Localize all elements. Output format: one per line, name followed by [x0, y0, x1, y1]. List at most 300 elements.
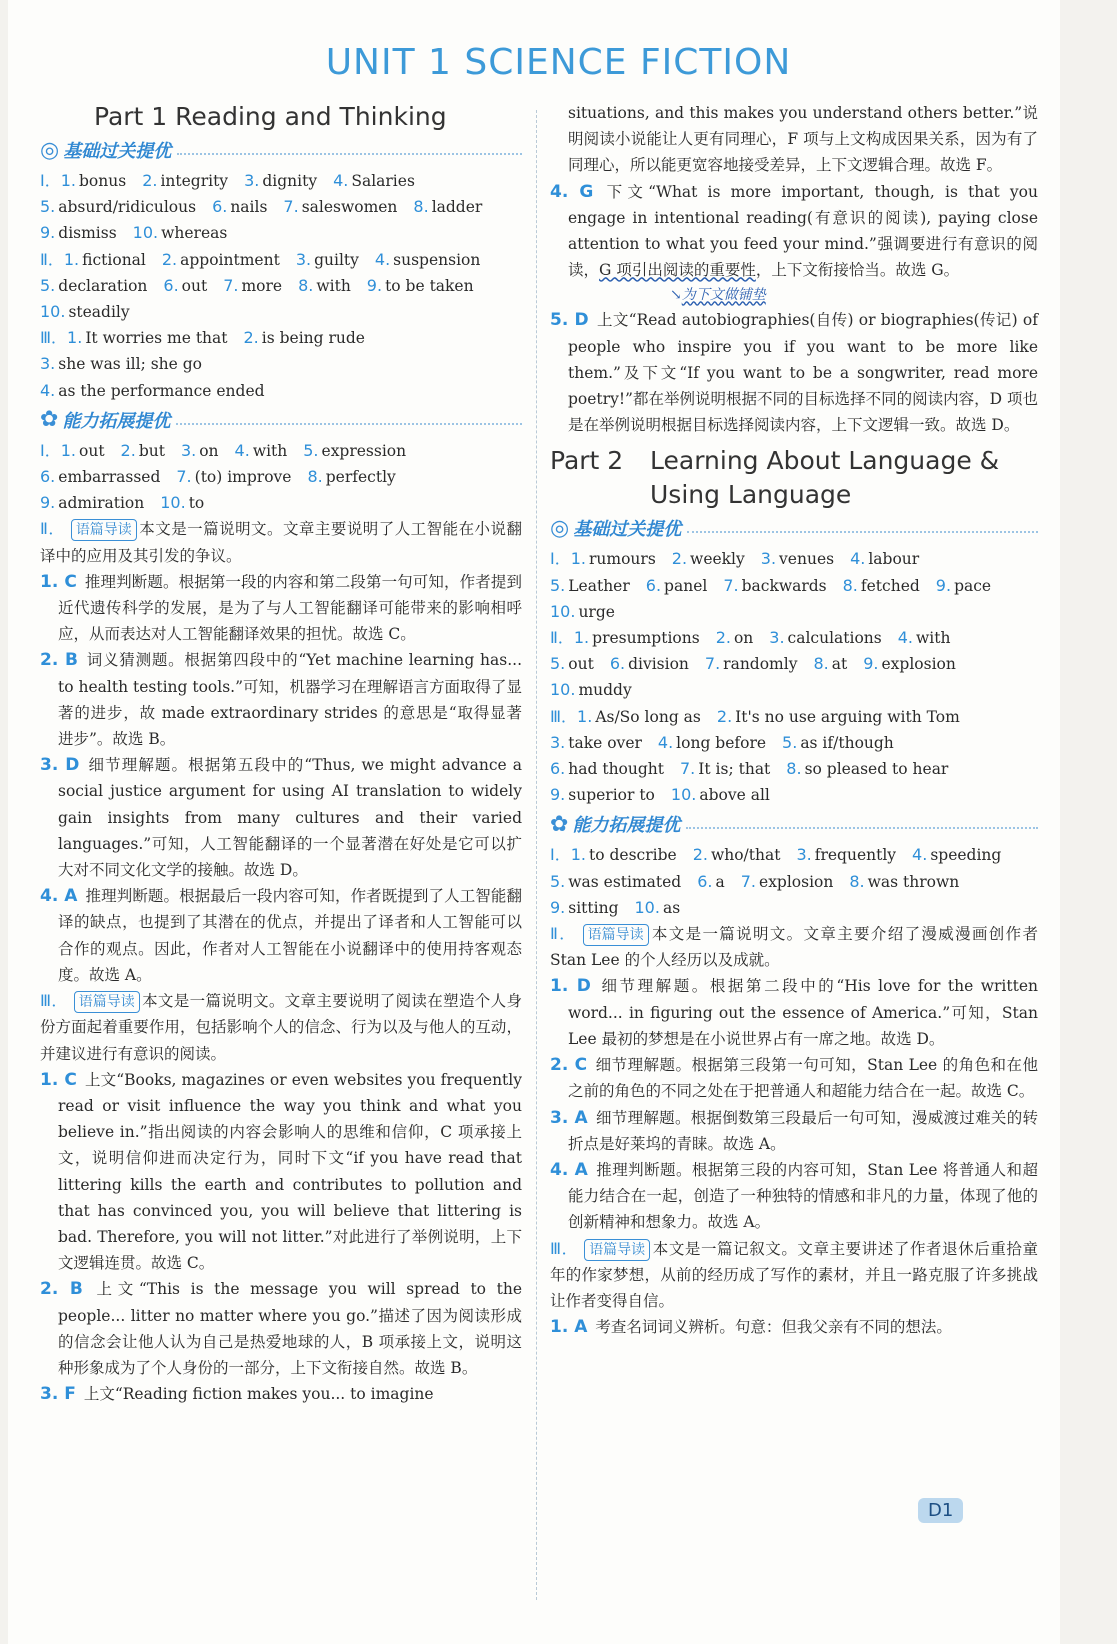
answer-item [671, 786, 770, 804]
answer-item [849, 873, 959, 891]
answer-item [40, 224, 117, 242]
answer-text: saleswomen [301, 198, 398, 217]
answer-line [40, 247, 522, 273]
explanation-text: 上文“Reading fiction makes you... to imagine [83, 1385, 434, 1404]
answer-number: 5. [550, 871, 566, 891]
answer-text: Leather [568, 576, 630, 595]
answer-number: 9. [935, 575, 952, 595]
answer-number: 9. [366, 275, 383, 295]
answer-item [672, 550, 745, 568]
explanation-text: 推理判断题。根据最后一段内容可知，作者既提到了人工智能翻译的缺点，也提到了其潜在的优点，并提出了译者和人工智能可以合作的观点。因此，作者对人工智能在小说翻译中的使用持客观态度。故选 A。 [58, 887, 522, 984]
answer-number: 4. [374, 249, 391, 269]
answer-number: Ⅰ．1. [40, 171, 76, 190]
gear-icon: ✿ [40, 407, 59, 433]
answer-text: so pleased to hear [804, 760, 949, 779]
answer-text: frequently [814, 846, 897, 865]
section-label: 基础过关提优 [573, 519, 682, 541]
explanation-text: 上文“This is the message you will spread to the people... litter no matter where you go.”描述了因为阅读形成的信念会让他人认为自己是热爱地球的人，B 项承接上文，说明这种形象成为了个人身份的一部分，上下文衔接自然。故选 B。 [58, 1280, 522, 1377]
answer-number: 9. [550, 897, 566, 917]
answer-number: 5. [40, 197, 56, 217]
answer-line [40, 299, 522, 325]
answer-text: ladder [431, 198, 483, 217]
answer-number: 8. [842, 575, 858, 595]
answer-item [367, 277, 474, 295]
answer-item [413, 198, 482, 216]
handwritten-note: ↘为下文做铺垫 [670, 287, 766, 304]
answer-item [550, 550, 656, 568]
answer-line [40, 168, 522, 194]
answer-line [550, 730, 1038, 756]
guide-tag: 语篇导读 [584, 1239, 650, 1261]
answer-text: dismiss [58, 224, 117, 243]
answer-text: as if/though [800, 733, 894, 752]
swirl-icon: ◎ [40, 137, 60, 163]
answer-text: explosion [881, 655, 956, 674]
answer-line [40, 351, 522, 377]
answer-item [786, 760, 948, 778]
answer-text: take over [568, 733, 642, 752]
answer-text: to describe [589, 846, 677, 865]
answer-number: Ⅲ．1. [40, 328, 83, 348]
answer-line [40, 464, 522, 490]
answer-item [176, 468, 291, 486]
answer-number: 8. [307, 467, 323, 487]
answer-item [550, 760, 664, 778]
answer-number: Ⅲ．1. [550, 706, 593, 726]
answer-item [610, 655, 689, 673]
explanation-item [40, 752, 522, 883]
answer-number: 10. [550, 601, 576, 621]
answer-text: fictional [82, 250, 146, 269]
answer-text: venues [779, 550, 835, 569]
answer-item [693, 846, 781, 864]
answer-number: 6. [212, 197, 228, 217]
answer-number: Ⅰ．1. [550, 845, 586, 865]
part2-heading: Part 2 Learning About Language & Using Language [550, 446, 1000, 510]
explanation-text: 推理判断题。根据第三段的内容可知，Stan Lee 将普通人和超能力结合在一起，创造了一种独特的情感和非凡的力量，体现了他的创新精神和想象力。故选 A。 [568, 1160, 1038, 1232]
answer-number: 4. [897, 628, 914, 648]
answer-text: It's no use arguing with Tom [735, 707, 960, 726]
answer-line [550, 704, 1038, 730]
explanation-text: 推理判断题。根据第一段的内容和第二段第一句可知，作者提到近代遗传科学的发展，是为了与人工智能翻译可能带来的影响相呼应，从而表达对人工智能翻译效果的担忧。故选 C。 [58, 572, 522, 644]
answer-number: 2. [120, 440, 136, 460]
answer-text: perfectly [325, 468, 396, 487]
answer-number: 3. [760, 549, 777, 569]
answer-text: was estimated [568, 872, 682, 891]
answer-item [697, 873, 725, 891]
answer-item [163, 277, 207, 295]
column-divider [536, 110, 537, 1600]
answer-item [635, 899, 681, 917]
answer-number: 9. [40, 223, 56, 243]
answer-number: 10. [132, 223, 159, 243]
answer-line [550, 677, 1038, 703]
answer-item [40, 277, 147, 295]
answer-text: to [188, 494, 205, 513]
answer-text: muddy [578, 681, 632, 700]
answer-text: on [733, 629, 754, 648]
answer-list [550, 546, 1038, 808]
answer-number: 9. [863, 654, 879, 674]
answer-line [40, 325, 522, 351]
answer-item [550, 873, 681, 891]
answer-text: whereas [161, 224, 228, 243]
answer-text: backwards [741, 576, 827, 595]
section-basic [550, 514, 1038, 542]
explanation-list [550, 973, 1038, 1235]
answer-text: long before [676, 733, 767, 752]
answer-text: superior to [568, 786, 655, 805]
answer-text: out [568, 655, 594, 674]
answer-line [40, 220, 522, 246]
dotted-rule [686, 819, 1038, 829]
answer-item [121, 442, 165, 460]
answer-number: 2. [161, 249, 178, 269]
answer-item [912, 846, 1001, 864]
answer-text: labour [868, 550, 920, 569]
answer-number: 8. [413, 197, 429, 217]
answer-text: at [831, 655, 848, 674]
answer-text: is being rude [261, 329, 365, 348]
swirl-icon: ◎ [550, 515, 570, 541]
answer-item [898, 629, 951, 647]
answer-text: panel [664, 576, 708, 595]
answer-line [550, 895, 1038, 921]
answer-item [769, 629, 881, 647]
section-label: 能力拓展提优 [572, 815, 681, 837]
answer-text: nails [230, 198, 268, 217]
answer-text: Salaries [351, 172, 415, 190]
answer-list [40, 168, 522, 404]
answer-text: suspension [393, 250, 481, 269]
answer-item [716, 629, 754, 647]
explanation-list [40, 1067, 522, 1408]
answer-text: dignity [262, 172, 318, 190]
answer-item [680, 760, 770, 778]
answer-item [705, 655, 798, 673]
answer-number: Ⅱ．1. [550, 628, 590, 648]
answer-number: 5. [550, 654, 566, 674]
answer-item [244, 172, 317, 190]
explanation-item [40, 1276, 522, 1381]
answer-number: 6. [550, 759, 566, 779]
answer-line [550, 756, 1038, 782]
explanation-list [40, 569, 522, 988]
answer-number: 2. [142, 171, 158, 190]
answer-item [658, 734, 766, 752]
answer-text: out [181, 276, 208, 295]
answer-text: randomly [723, 655, 798, 674]
question-answer: 1. D [550, 976, 591, 997]
answer-item [550, 603, 615, 621]
answer-number: 4. [234, 440, 250, 460]
answer-item [761, 550, 834, 568]
section-label: 能力拓展提优 [62, 410, 171, 432]
answer-item [550, 655, 594, 673]
answer-number: 5. [782, 732, 798, 752]
answer-item [813, 655, 847, 673]
answer-text: on [199, 441, 219, 460]
answer-list [40, 438, 522, 517]
answer-number: 8. [813, 654, 829, 674]
answer-text: explosion [759, 872, 834, 891]
answer-item [223, 277, 282, 295]
answer-number: 6. [697, 871, 713, 891]
explanation-item [550, 973, 1038, 1052]
question-answer: 1. C [40, 571, 77, 592]
answer-text: presumptions [592, 629, 700, 648]
answer-item [550, 629, 700, 647]
answer-item [723, 577, 826, 595]
answer-text: with [916, 629, 951, 648]
answer-number: 6. [40, 467, 56, 487]
question-answer: 4. A [550, 1159, 588, 1180]
answer-text: embarrassed [58, 468, 161, 487]
answer-text: calculations [787, 629, 882, 648]
explanation-item [40, 569, 522, 648]
answer-text: It is; that [698, 760, 771, 779]
answer-item [843, 577, 920, 595]
answer-text: with [252, 441, 288, 460]
guide-tag: 语篇导读 [583, 924, 649, 946]
answer-text: above all [699, 786, 770, 805]
question-answer: 3. A [550, 1107, 588, 1128]
explanation-text: 上文“Books, magazines or even websites you frequently read or visit influence the way you think and what you believe in.”指出阅读的内容会影响人的思维和信仰，C 项承接上文，说明信仰进而决定行为，同时下文“if you have read that littering kills the earth and contributes to pollution and that has convinced you, you will believe that littering is bad. Therefore, you will not litter.”对此进行了举例说明，上下文逻辑连贯。故选 C。 [58, 1070, 522, 1273]
answer-number: 7. [740, 871, 757, 891]
answer-number: 10. [670, 785, 697, 805]
answer-line [40, 438, 522, 464]
answer-line [40, 378, 522, 404]
answer-item [307, 468, 395, 486]
explanation-text: 细节理解题。根据第五段中的“Thus, we might advance a social justice argument for using AI translation to widely gain insights from many cultures and their varied languages.”可知，人工智能翻译的一个显著潜在好处是它可以扩大对不同文化文学的接触。故选 D。 [58, 756, 522, 880]
answer-number: 7. [680, 759, 696, 779]
answer-text: out [79, 441, 105, 460]
answer-number: 8. [849, 871, 865, 891]
dotted-rule [177, 145, 522, 155]
answer-item [298, 277, 351, 295]
answer-number: 3. [769, 628, 785, 648]
answer-item [244, 329, 365, 347]
dotted-rule [687, 523, 1038, 533]
question-answer: 2. B [40, 650, 78, 671]
answer-text: division [628, 655, 689, 674]
answer-number: 6. [645, 575, 662, 595]
answer-text: pace [954, 576, 992, 595]
answer-item [850, 550, 919, 568]
answer-number: 4. [912, 845, 928, 865]
part1-heading: Part 1 Reading and Thinking [94, 102, 447, 131]
passage-intro: Ⅱ． 语篇导读 本文是一篇说明文。文章主要说明了人工智能在小说翻译中的应用及其引发的争议。 [40, 519, 522, 565]
underlined-phrase: G 项引出阅读的重要性 [599, 261, 756, 280]
question-answer: 2. C [550, 1055, 588, 1076]
answer-line [550, 842, 1038, 868]
right-column [550, 100, 1038, 1340]
answer-number: 4. [657, 732, 674, 752]
answer-number: 2. [715, 628, 731, 648]
answer-number: Ⅱ．1. [40, 249, 80, 269]
answer-item [717, 708, 960, 726]
answer-text: to be taken [385, 276, 474, 295]
explanation-text: 细节理解题。根据第二段中的“His love for the written word... in figuring out the essence of America.”可知，Stan Lee 最初的梦想是在小说世界占有一席之地。故选 D。 [568, 977, 1038, 1048]
answer-text: more [241, 276, 283, 295]
answer-number: 2. [716, 706, 733, 726]
answer-text: (to) improve [194, 468, 292, 487]
answer-number: 10. [634, 897, 660, 917]
answer-number: 2. [671, 549, 688, 569]
section-advanced [40, 406, 522, 434]
answer-text: as [662, 898, 681, 917]
answer-item [181, 442, 219, 460]
continued-text: situations, and this makes you understand others better.”说明阅读小说能让人更有同理心，F 项与上文构成因果关系，因为有了同理心，所以能更宽容地接受差异，上下文逻辑合理。故选 F。 [568, 104, 1038, 175]
explanation-item [40, 647, 522, 752]
answer-item [40, 442, 105, 460]
answer-line [40, 194, 522, 220]
section-advanced [550, 810, 1038, 838]
answer-item [550, 734, 642, 752]
answer-text: appointment [180, 250, 280, 269]
explanation-text: 词义猜测题。根据第四段中的“Yet machine learning has... to health testing tools.”可知，机器学习在理解语言方面取得了显著的进步，故 made extraordinary strides 的意思是“取得显著进步”。故选 B。 [58, 651, 523, 749]
answer-item [333, 172, 415, 190]
answer-number: 7. [704, 654, 721, 674]
answer-text: but [138, 441, 165, 460]
answer-item [235, 442, 288, 460]
answer-text: fetched [860, 576, 920, 595]
answer-text: It worries me that [85, 329, 228, 348]
answer-item [40, 329, 228, 347]
answer-item [550, 786, 655, 804]
answer-text: a [715, 872, 725, 891]
answer-number: 3. [796, 845, 812, 865]
answer-text: speeding [930, 846, 1002, 865]
answer-item [142, 172, 228, 190]
dotted-rule [176, 415, 522, 425]
answer-number: 3. [550, 732, 566, 752]
answer-line [550, 651, 1038, 677]
question-answer: 4. A [40, 886, 78, 907]
answer-text: was thrown [867, 872, 960, 891]
answer-item [40, 172, 126, 190]
answer-item [550, 846, 677, 864]
answer-number: 10. [40, 302, 66, 322]
answer-text: steadily [68, 303, 130, 322]
answer-item [40, 494, 144, 512]
answer-line [550, 869, 1038, 895]
answer-list [550, 842, 1038, 921]
answer-number: 7. [176, 467, 192, 487]
explanation-item [550, 1314, 1038, 1340]
answer-number: 8. [298, 275, 314, 295]
answer-item [40, 382, 265, 400]
answer-item [40, 355, 202, 373]
answer-item [550, 681, 632, 699]
answer-text: urge [578, 602, 615, 621]
section-label: 基础过关提优 [63, 141, 172, 162]
answer-text: with [316, 276, 351, 295]
answer-line [550, 782, 1038, 808]
answer-number: 9. [550, 785, 566, 805]
answer-number: 8. [786, 759, 802, 779]
answer-number: 4. [333, 171, 349, 190]
question-answer: 1. A [550, 1317, 588, 1338]
answer-text: integrity [160, 172, 229, 190]
answer-item [796, 846, 896, 864]
guide-tag: 语篇导读 [74, 991, 140, 1013]
answer-item [283, 198, 397, 216]
answer-number: 9. [40, 493, 56, 513]
answer-number: 3. [40, 354, 56, 374]
answer-number: 10. [550, 680, 576, 700]
answer-line [40, 273, 522, 299]
answer-item [296, 251, 359, 269]
passage-intro: Ⅲ． 语篇导读 本文是一篇说明文。文章主要说明了阅读在塑造个人身份方面起着重要作用，包括影响个人的信念、行为以及与他人的互动，并建议进行有意识的阅读。 [40, 991, 522, 1063]
answer-item [303, 442, 406, 460]
explanation-item: 4. G 下文“What is more important, though, is that you engage in intentional reading(有意识的阅读), paying close attention to what you feed your mind.”强调要进行有意识的阅读，G 项引出阅读的重要性，上下文衔接恰当。故选 G。 [550, 181, 1038, 280]
answer-text: as the performance ended [58, 381, 265, 400]
answer-text: bonus [79, 172, 127, 190]
answer-number: 5. [40, 275, 56, 295]
explanation-item [40, 1381, 522, 1407]
guide-tag: 语篇导读 [71, 519, 137, 541]
answer-item [741, 873, 834, 891]
answer-item [550, 899, 619, 917]
explanation-item [550, 1052, 1038, 1104]
answer-text: admiration [58, 494, 145, 513]
explanation-text: 细节理解题。根据第三段第一句可知，Stan Lee 的角色和在他之前的角色的不同之处在于把普通人和超能力结合在一起。故选 C。 [568, 1056, 1038, 1101]
answer-item [212, 198, 267, 216]
answer-item [40, 198, 196, 216]
answer-text: guilty [314, 250, 359, 269]
answer-number: Ⅰ．1. [40, 440, 76, 460]
answer-line [40, 490, 522, 516]
answer-number: 2. [692, 845, 708, 865]
answer-number: 4. [850, 549, 866, 569]
explanation-item: 5. D 上文“Read autobiographies(自传) or biographies(传记) of people who inspire you if you want to be more like them.”及下文“If you want to be a songwriter, read more poetry!”都在举例说明根据不同的目标选择不同的阅读内容，D 项也是在举例说明根据目标选择阅读内容，上下文逻辑一致。故选 D。 [550, 310, 1038, 435]
answer-number: 5. [303, 440, 319, 460]
passage-intro: Ⅲ． 语篇导读 本文是一篇记叙文。文章主要讲述了作者退休后重拾童年的作家梦想，从前的经历成了写作的素材，并且一路克服了许多挑战让作者变得自信。 [550, 1238, 1038, 1310]
answer-text: declaration [58, 276, 148, 295]
explanation-item [550, 1105, 1038, 1157]
answer-item [936, 577, 991, 595]
answer-number: 6. [163, 275, 179, 295]
answer-number: 3. [295, 249, 312, 269]
question-answer: 3. F [40, 1384, 76, 1405]
answer-line [550, 573, 1038, 599]
passage-intro: Ⅱ． 语篇导读 本文是一篇说明文。文章主要介绍了漫威漫画创作者 Stan Lee 的个人经历以及成就。 [550, 924, 1038, 970]
answer-item [646, 577, 708, 595]
answer-text: absurd/ridiculous [58, 198, 197, 217]
answer-text: she was ill; she go [58, 355, 203, 374]
answer-number: 7. [223, 275, 239, 295]
answer-item [40, 468, 160, 486]
answer-text: who/that [710, 846, 781, 865]
question-answer: 3. D [40, 755, 80, 776]
answer-item [40, 303, 130, 321]
answer-number: Ⅰ．1. [550, 549, 586, 569]
question-answer: 1. C [40, 1069, 77, 1090]
question-answer: 2. B [40, 1279, 83, 1300]
answer-number: 6. [609, 654, 626, 674]
answer-text: rumours [589, 550, 656, 569]
answer-item [375, 251, 480, 269]
answer-number: 4. [40, 380, 56, 400]
answer-line [550, 625, 1038, 651]
answer-line [550, 599, 1038, 625]
page-number: D1 [918, 1498, 963, 1523]
explanation-item [40, 1067, 522, 1277]
answer-number: 7. [723, 575, 739, 595]
answer-number: 2. [243, 328, 259, 348]
answer-item [162, 251, 280, 269]
